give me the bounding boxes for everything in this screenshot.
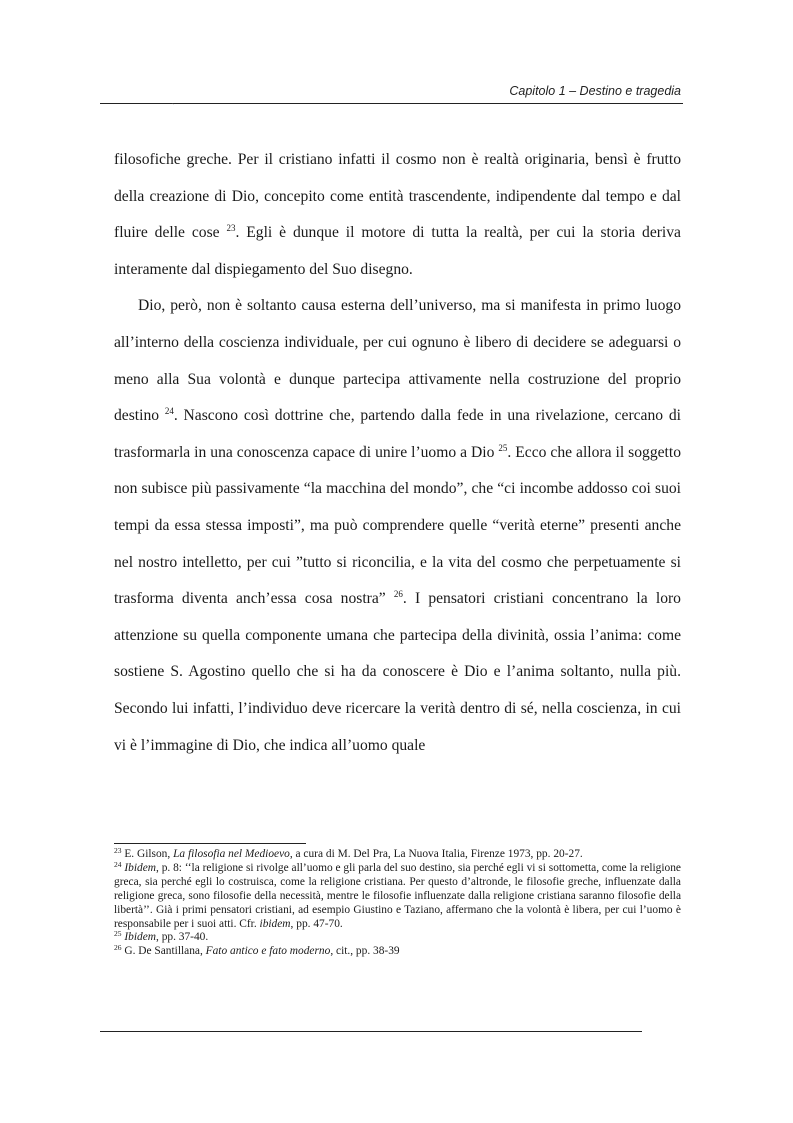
footnote-ref-23[interactable]: 23 — [226, 223, 236, 234]
footnote-number: 26 — [114, 943, 122, 953]
footnote-26 — [114, 945, 681, 959]
text-span: . Nascono così dottrine che, partendo dalla fede in una rivelazione, cercano di trasformarla in una conoscenza capace di unire l’uomo a Dio — [114, 407, 681, 461]
text-span: filosofiche greche. Per il cristiano infatti il cosmo non è realtà originaria, bensì è frutto della creazione di Dio, concepito come entità trascendente, indipendente dal tempo e dal fluire delle cose — [114, 151, 681, 242]
text-span: . Ecco che allora il soggetto non subisce più passivamente “la macchina del mondo”, che “ci incombe addosso coi suoi tempi da essa stessa imposti”, ma può comprendere quelle “verità eterne” presenti anche nel nostro intelletto, per cui ”tutto si riconcilia, e la vita del cosmo che perpetuamente si trasforma diventa anch’essa cosa nostra” — [114, 443, 681, 608]
book-title: La filosofia nel Medioevo — [173, 848, 290, 860]
header-divider — [100, 103, 683, 104]
ibidem: Ibidem — [124, 931, 156, 944]
text-span: . I pensatori cristiani concentrano la loro attenzione su quella componente umana che partecipa della divinità, ossia l’anima: come sostiene S. Agostino quello che si ha da conoscere è Dio e l’anima soltanto, nulla più. Secondo lui infatti, l’individuo deve ricercare la verità dentro di sé, nella coscienza, in cui vi è l’immagine di Dio, che indica all’uomo quale — [114, 590, 681, 754]
paragraph-2 — [114, 288, 681, 764]
text-span: . Egli è dunque il motore di tutta la realtà, per cui la storia deriva interamente dal dispiegamento del Suo disegno. — [114, 224, 681, 278]
text-span: , a cura di M. Del Pra, La Nuova Italia, Firenze 1973, pp. 20-27. — [289, 848, 583, 860]
footnote-number: 25 — [114, 929, 122, 939]
paragraph-1 — [114, 142, 681, 288]
ibidem: ibidem — [259, 917, 291, 930]
footnote-number: 24 — [114, 859, 122, 869]
footnotes — [114, 848, 681, 959]
text-span: E. Gilson, — [121, 848, 174, 860]
text-span: , cit., pp. 38-39 — [330, 945, 400, 958]
footer-divider — [100, 1031, 642, 1032]
footnote-23 — [114, 848, 681, 862]
ibidem: Ibidem — [124, 861, 156, 874]
footnote-24 — [114, 859, 681, 932]
main-text — [114, 142, 681, 764]
book-title: Fato antico e fato moderno — [205, 945, 331, 958]
text-span: Dio, però, non è soltanto causa esterna dell’universo, ma si manifesta in primo luogo all’interno della coscienza individuale, per cui ognuno è libero di decidere se adeguarsi o meno alla Sua volontà e dunque partecipa attivamente nella costruzione del proprio destino — [114, 297, 681, 425]
text-span: , pp. 47-70. — [290, 917, 343, 930]
footnote-number: 23 — [114, 846, 122, 855]
running-header: Capitolo 1 – Destino e tragedia — [509, 84, 681, 98]
header-mark: ˋ — [172, 104, 174, 110]
text-span: G. De Santillana, — [121, 945, 206, 958]
footnote-ref-25[interactable]: 25 — [498, 442, 508, 453]
footnote-ref-24[interactable]: 24 — [164, 406, 174, 417]
text-span: , p. 8: ‘‘la religione si rivolge all’uomo e gli parla del suo destino, sia perché egli vi si sottometta, come la religione greca, sia perché egli lo costruisca, come la religione cristiana. Per questo d’altronde, le filosofie greche, influenzate dalla religione greca, sono filosofie della necessità, mentre le filosofie influenzate dalla religione cristiana saranno filosofie della libertà’’. Già i primi pensatori cristiani, ad esempio Giustino e Taziano, affermano che la volontà è libera, per cui l’uomo è responsabile per i suoi atti. Cfr. — [114, 861, 681, 930]
footnote-divider — [114, 843, 306, 844]
text-span: , pp. 37-40. — [156, 931, 209, 944]
footnote-ref-26[interactable]: 26 — [393, 589, 403, 600]
footnote-25 — [114, 931, 681, 945]
